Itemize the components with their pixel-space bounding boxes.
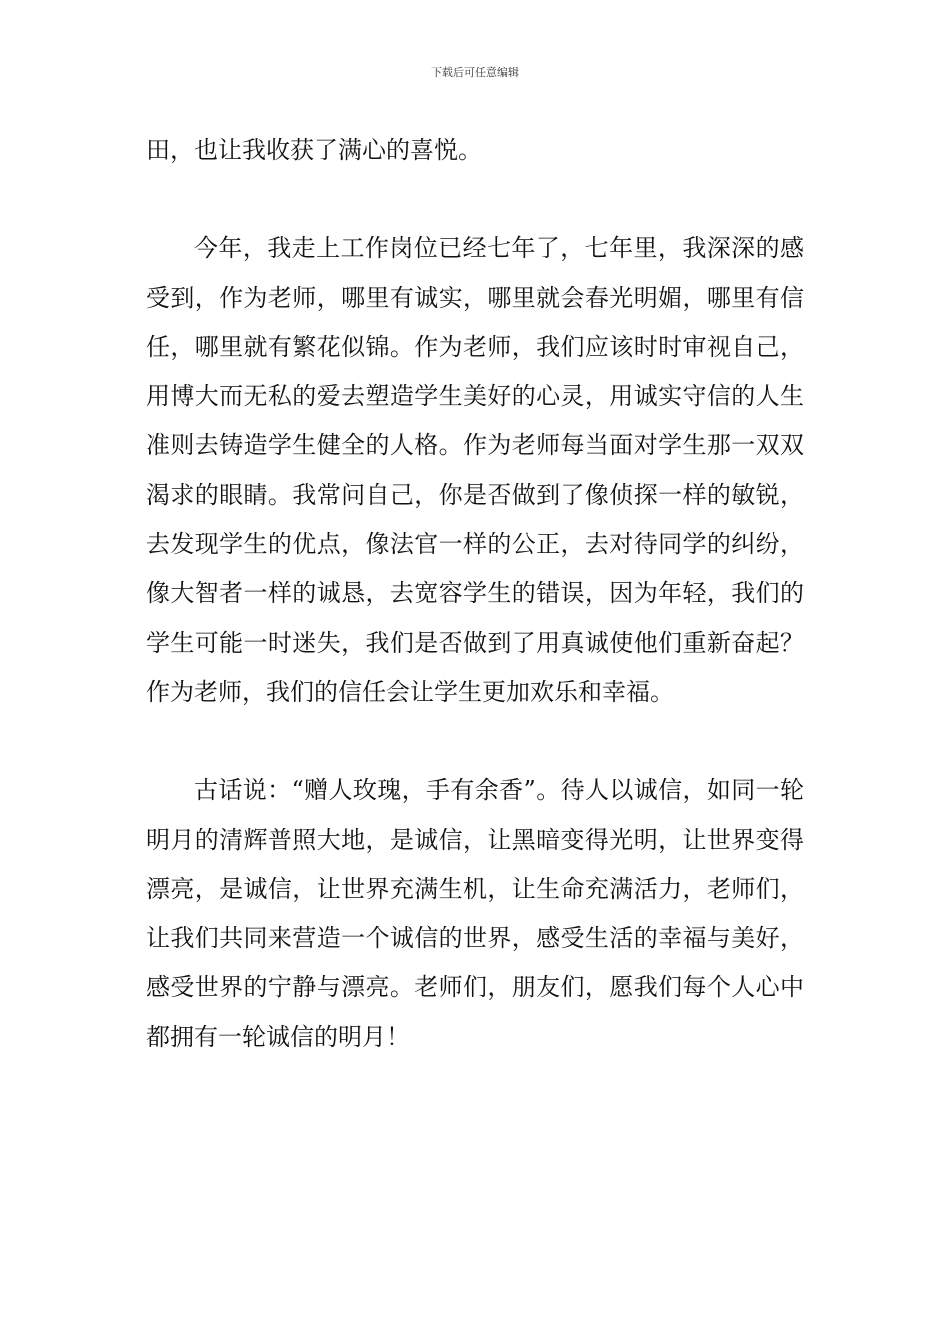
paragraph-closing: 古话说：“赠人玫瑰，手有余香”。待人以诚信，如同一轮明月的清辉普照大地，是诚信，让黑暗变得光明，让世界变得漂亮，是诚信，让世界充满生机，让生命充满活力，老师们，让我们共同来营造一个诚信的世界，感受生活的幸福与美好，感受世界的宁静与漂亮。老师们，朋友们，愿我们每个人心中都拥有一轮诚信的明月！ — [146, 776, 804, 1051]
page-header-note: 下载后可任意编辑 — [431, 66, 519, 79]
document-body — [146, 126, 804, 1111]
paragraph-continuation: 田，也让我收获了满心的喜悦。 — [146, 136, 482, 164]
paragraph-teaching-years: 今年，我走上工作岗位已经七年了，七年里，我深深的感受到，作为老师，哪里有诚实，哪里就会春光明媚，哪里有信任，哪里就有繁花似锦。作为老师，我们应该时时审视自己，用博大而无私的爱去塑造学生美好的心灵，用诚实守信的人生准则去铸造学生健全的人格。作为老师每当面对学生那一双双渴求的眼睛。我常问自己，你是否做到了像侦探一样的敏锐，去发现学生的优点，像法官一样的公正，去对待同学的纠纷，像大智者一样的诚恳，去宽容学生的错误，因为年轻，我们的学生可能一时迷失，我们是否做到了用真诚使他们重新奋起？作为老师，我们的信任会让学生更加欢乐和幸福。 — [146, 234, 804, 706]
